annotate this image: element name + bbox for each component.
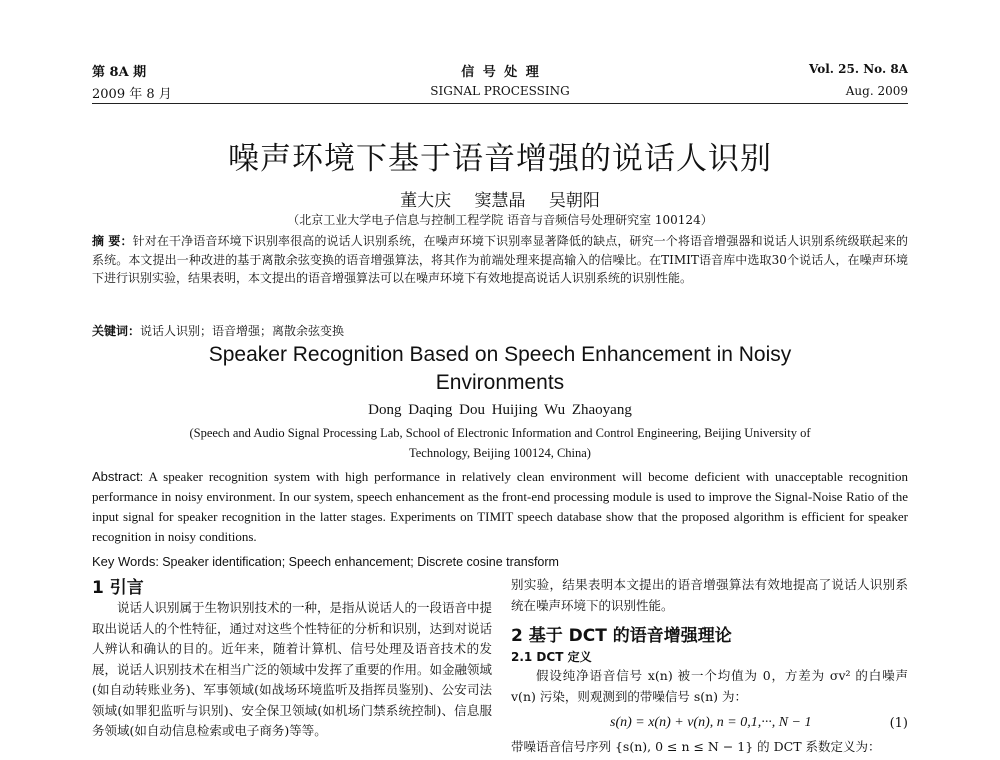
issue-date-en: Aug. 2009 [845,84,908,98]
paper-title-en-line2: Environments [435,371,565,394]
abstract-cn-text: 针对在干净语音环境下识别率很高的说话人识别系统，在噪声环境下识别率显著降低的缺点，研究一个将语音增强器和说话人识别系统级联起来的系统。本文提出一种改进的基于离散余弦变换的语音增强算法，将其作为前端处理来提高输入的信噪比。在TIMIT语音库中选取30个说话人，在噪声环境下进行识别实验，结果表明，本文提出的语音增强算法可以在噪声环境下有效地提高说话人识别系统的识别性能。 [92,234,908,285]
abstract-en-text: A speaker recognition system with high performance in relatively clean environment will become deficient with unacceptable recognition performance in noisy environment. In our system, speech enhancement as the front-end processing module is used to improve the Signal-Noise Ratio of the input signal for speaker recognition in the latter stages. Experiments on TIMIT speech database show that the proposed algorithm is efficient for speaker recognition in noisy conditions. [92,469,908,544]
affiliation-en-line1: (Speech and Audio Signal Processing Lab, School of Electronic Information and Control Engineering, Beijing University of [189,426,811,440]
affiliation-en-line2: Technology, Beijing 100124, China) [409,446,591,460]
keywords-cn [92,322,908,341]
authors-en: Dong Daqing Dou Huijing Wu Zhaoyang [368,402,632,418]
volume-number: Vol. 25. No. 8A [809,62,908,76]
definition-paragraph: 假设纯净语音信号 x(n) 被一个均值为 0，方差为 σv² 的白噪声 v(n) 污染，则观测到的带噪信号 s(n) 为： [511,668,908,704]
abstract-en-label: Abstract: [92,469,144,484]
paper-title-en-line1: Speaker Recognition Based on Speech Enhancement in Noisy [208,343,792,366]
equation-1: s(n) = x(n) + v(n), n = 0,1,···, N − 1 [610,715,812,730]
journal-name-cn: 信 号 处 理 [461,65,539,80]
keywords-cn-text: 说话人识别；语音增强；离散余弦变换 [140,324,345,338]
abstract-en [92,467,908,547]
section-continuation: 别实验，结果表明本文提出的语音增强算法有效地提高了说话人识别系统在噪声环境下的识别性能。 [511,577,908,613]
authors-cn: 董大庆 窦慧晶 吴朝阳 [400,191,600,211]
issue-date: 2009 年 8 月 [92,87,172,102]
keywords-en-label: Key Words: [92,554,159,569]
keywords-en-text: Speaker identification; Speech enhancement; Discrete cosine transform [162,555,559,569]
issue-number: 第 8A 期 [92,65,147,80]
abstract-cn [92,232,908,288]
keywords-cn-label: 关键词： [92,324,141,338]
keywords-en [92,552,908,572]
affiliation-cn: （北京工业大学电子信息与控制工程学院 语音与音频信号处理研究室 100124） [287,213,713,227]
journal-name-en: SIGNAL PROCESSING [430,84,570,98]
subsection-2-1-heading: 2.1 DCT 定义 [511,650,592,664]
abstract-cn-label: 摘 要： [92,234,133,248]
header-rule [92,103,908,104]
dct-definition-paragraph: 带噪语音信号序列 {s(n), 0 ≤ n ≤ N − 1} 的 DCT 系数定义为： [511,739,881,754]
section-2-heading: 2 基于 DCT 的语音增强理论 [511,626,732,646]
equation-1-number: (1) [889,716,908,731]
section-1-heading: 1 引言 [92,578,144,598]
section-1-paragraph: 说话人识别属于生物识别技术的一种，是指从说话人的一段语音中提取出说话人的个性特征，通过对这些个性特征的分析和识别，达到对说话人辨认和确认的目的。近年来，随着计算机、信号处理及语音技术的发展，说话人识别技术在相当广泛的领域中发挥了重要的作用。如金融领域(如自动转账业务)、军事领域(如战场环境监听及指挥员鉴别)、公安司法领域(如罪犯监听与识别)、安全保卫领域(如机场门禁系统控制)、信息服务领域(如自动信息检索或电子商务)等等。 [92,600,493,738]
paper-title-cn: 噪声环境下基于语音增强的说话人识别 [228,141,772,177]
